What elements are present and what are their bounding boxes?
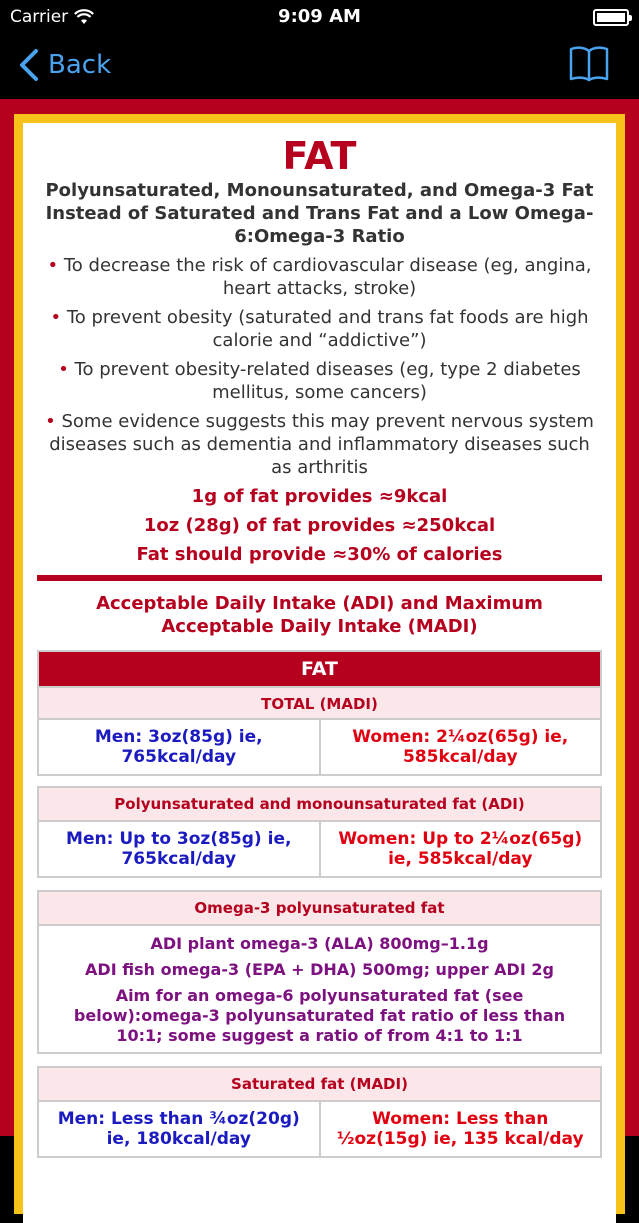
men-value: Men: 3oz(85g) ie, 765kcal/day bbox=[94, 727, 263, 767]
table-header: FAT bbox=[39, 652, 600, 686]
back-button[interactable] bbox=[18, 48, 111, 82]
bullet-item bbox=[37, 358, 602, 404]
fat-total-table bbox=[37, 650, 602, 776]
bullet-marker: • bbox=[47, 255, 59, 276]
men-value: Men: Up to 3oz(85g) ie, 765kcal/day bbox=[66, 829, 292, 869]
carrier-label: Carrier bbox=[10, 7, 69, 27]
women-value: Women: Up to 2¼oz(65g) ie, 585kcal/day bbox=[319, 822, 601, 876]
omega3-table bbox=[37, 890, 602, 1054]
page-subtitle: Polyunsaturated, Monounsaturated, and Omega-3 Fat Instead of Saturated and Trans Fat and a Low Omega-6:Omega-3 Ratio bbox=[45, 180, 594, 247]
bullet-text: To prevent obesity (saturated and trans fat foods are high calorie and “addictive”) bbox=[66, 307, 589, 351]
table-row bbox=[39, 820, 600, 876]
bullet-marker: • bbox=[45, 411, 56, 432]
table-subheader: TOTAL (MADI) bbox=[39, 686, 600, 718]
bullet-marker: • bbox=[58, 359, 69, 380]
bullet-text: To prevent obesity-related diseases (eg, type 2 diabetes mellitus, some cancers) bbox=[74, 359, 581, 403]
battery-icon bbox=[593, 9, 629, 26]
women-value: Women: Less than ½oz(15g) ie, 135 kcal/day bbox=[319, 1102, 601, 1156]
page-title: FAT bbox=[282, 134, 357, 178]
omega3-line: ADI plant omega-3 (ALA) 800mg–1.1g bbox=[150, 934, 489, 953]
table-subheader: Omega-3 polyunsaturated fat bbox=[39, 892, 600, 924]
content-panel bbox=[23, 123, 616, 1223]
adi-heading: Acceptable Daily Intake (ADI) and Maximum Acceptable Daily Intake (MADI) bbox=[96, 593, 543, 637]
bullet-item bbox=[37, 254, 602, 300]
omega3-line: ADI fish omega-3 (EPA + DHA) 500mg; upper ADI 2g bbox=[85, 960, 554, 979]
bullet-text: To decrease the risk of cardiovascular disease (eg, angina, heart attacks, stroke) bbox=[63, 255, 592, 299]
fact-line: Fat should provide ≈30% of calories bbox=[136, 544, 503, 565]
table-subheader: Saturated fat (MADI) bbox=[39, 1068, 600, 1100]
navigation-bar bbox=[0, 34, 639, 99]
women-value: Women: 2¼oz(65g) ie, 585kcal/day bbox=[319, 720, 601, 774]
saturated-fat-table bbox=[37, 1066, 602, 1158]
section-divider bbox=[37, 575, 602, 581]
content-frame bbox=[0, 99, 639, 1149]
table-row bbox=[39, 1100, 600, 1156]
chevron-left-icon bbox=[18, 48, 40, 82]
book-icon[interactable] bbox=[569, 44, 609, 82]
back-label: Back bbox=[48, 50, 112, 80]
bullet-item bbox=[37, 410, 602, 479]
men-value: Men: Less than ¾oz(20g) ie, 180kcal/day bbox=[57, 1109, 300, 1149]
gold-border bbox=[14, 114, 625, 1214]
table-subheader: Polyunsaturated and monounsaturated fat (ADI) bbox=[39, 788, 600, 820]
omega3-details bbox=[39, 924, 600, 1052]
bullet-text: Some evidence suggests this may prevent nervous system diseases such as dementia and inflammatory diseases such as arthritis bbox=[49, 411, 594, 478]
fact-line: 1g of fat provides ≈9kcal bbox=[191, 486, 448, 507]
status-bar bbox=[0, 0, 639, 34]
clock: 9:09 AM bbox=[278, 6, 361, 27]
bullet-item bbox=[37, 306, 602, 352]
table-row bbox=[39, 718, 600, 774]
fact-line: 1oz (28g) of fat provides ≈250kcal bbox=[143, 515, 496, 536]
omega3-line: Aim for an omega-6 polyunsaturated fat (see below):omega-3 polyunsaturated fat ratio of less than 10:1; some suggest a ratio of from 4:1 to 1:1 bbox=[73, 986, 566, 1045]
bullet-marker: • bbox=[50, 307, 62, 328]
poly-mono-table bbox=[37, 786, 602, 878]
